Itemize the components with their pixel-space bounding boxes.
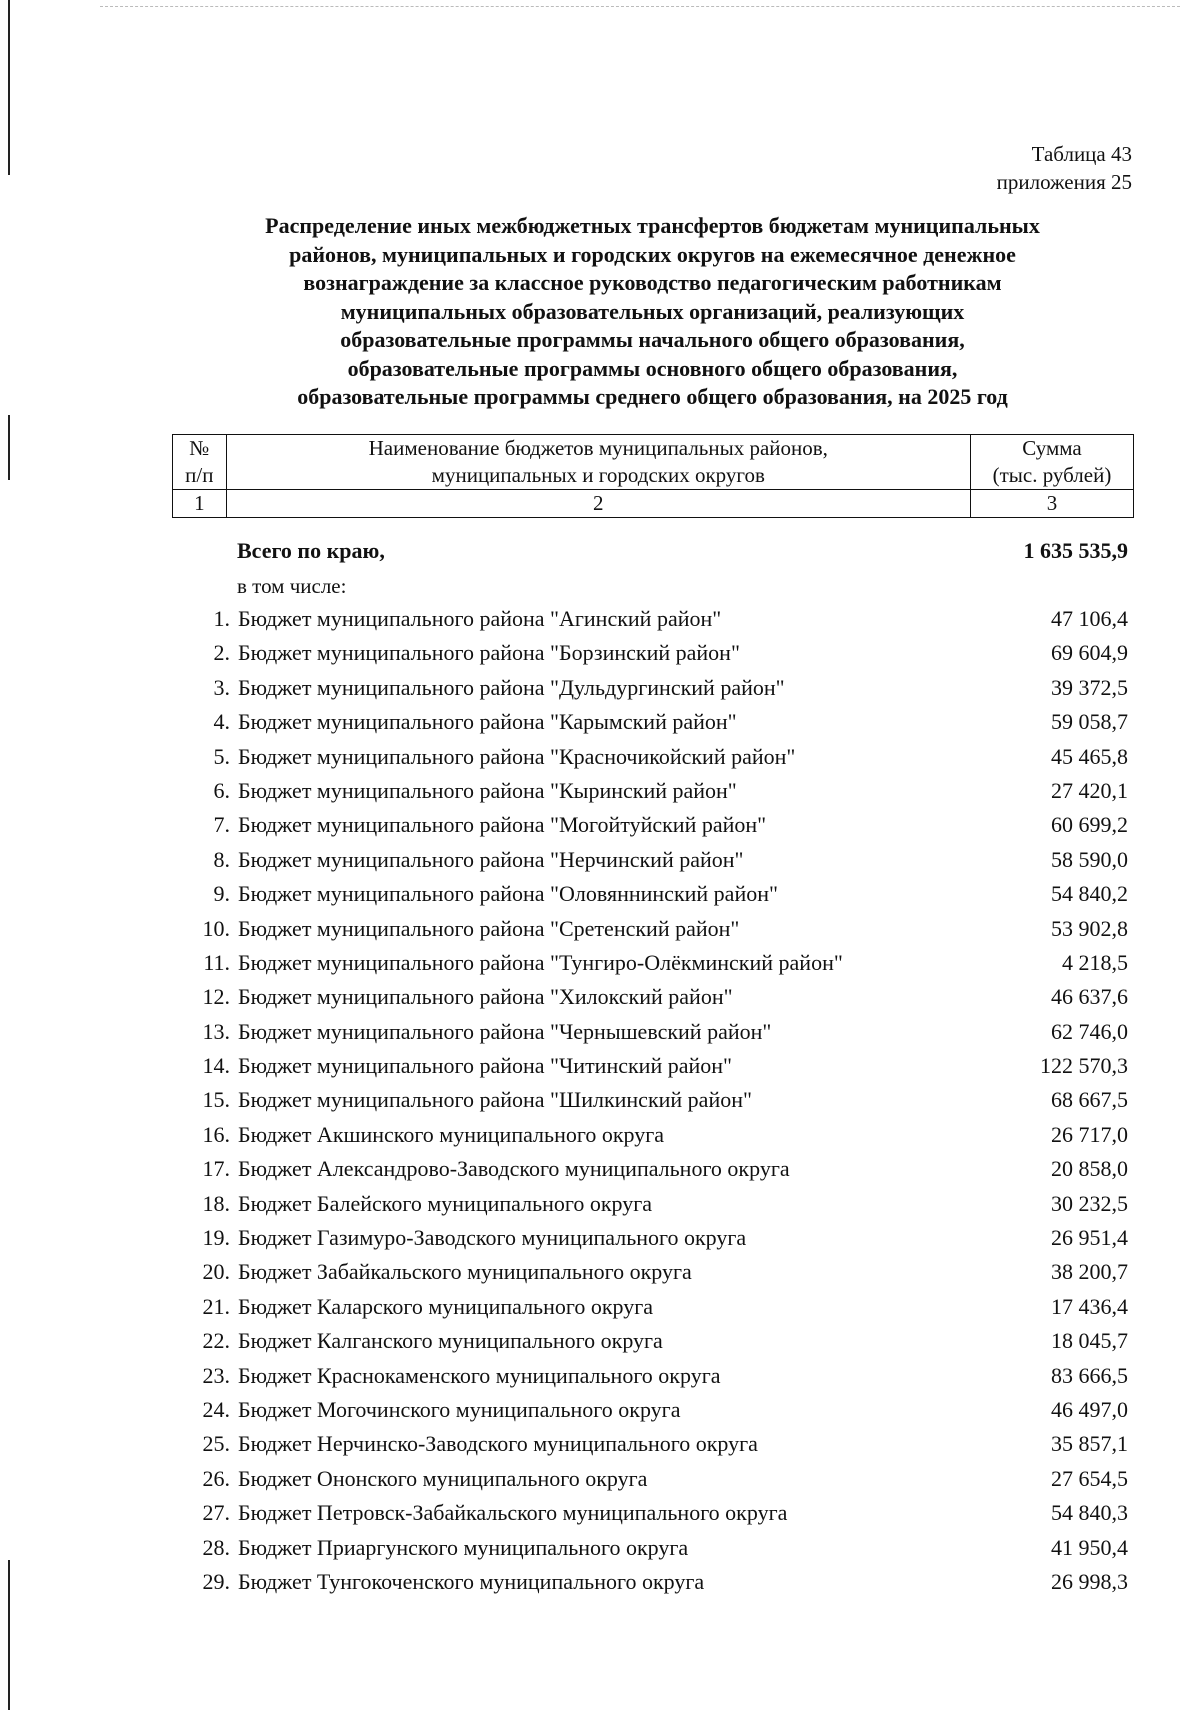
table-row [172,912,1134,946]
budget-amount: 47 106,4 [1051,606,1128,631]
budget-name: Бюджет муниципального района "Нерчинский район" [238,846,744,872]
row-number: 21. [202,1293,230,1319]
budget-amount: 27 654,5 [1051,1465,1128,1491]
budget-amount: 60 699,2 [1051,812,1128,838]
table-row [172,705,1134,739]
title-line: образовательные программы среднего общего образования, на 2025 год [297,384,1008,409]
scan-margin-line [8,415,10,480]
budget-amount: 53 902,8 [1051,915,1128,941]
budget-amount: 38 200,7 [1051,1259,1128,1285]
budget-amount: 18 045,7 [1051,1328,1128,1354]
row-number: 22. [202,1328,230,1354]
row-number: 14. [202,1053,230,1079]
budget-name: Бюджет Ононского муниципального округа [238,1465,648,1491]
row-number: 26. [202,1465,230,1491]
row-number: 18. [202,1190,230,1216]
budget-amount: 26 998,3 [1051,1568,1128,1594]
scan-margin-line [8,1560,10,1710]
budget-name: Бюджет муниципального района "Кыринский район" [238,777,737,803]
title-line: образовательные программы начального общего образования, [340,327,965,352]
total-label: Всего по краю, [237,538,385,563]
budget-amount: 4 218,5 [1062,949,1128,975]
budget-amount: 27 420,1 [1051,777,1128,803]
table-reference [997,140,1132,196]
budget-name: Бюджет муниципального района "Хилокский район" [238,984,733,1010]
column-number-cell: 1 [173,490,227,518]
budget-amount: 122 570,3 [1040,1053,1128,1079]
row-number: 17. [202,1156,230,1182]
budget-name: Бюджет Могочинского муниципального округа [238,1396,681,1422]
row-number: 29. [202,1568,230,1594]
table-row [172,1324,1134,1358]
budget-name: Бюджет муниципального района "Красночикойский район" [238,743,796,769]
title-line: муниципальных образовательных организаций, реализующих [340,298,965,324]
table-row [172,774,1134,808]
title-line: образовательные программы основного общего образования, [347,355,958,381]
table-header-row [173,435,1134,490]
budget-name: Бюджет Балейского муниципального округа [238,1190,653,1216]
row-number: 4. [213,709,230,735]
budget-amount: 41 950,4 [1051,1534,1128,1560]
header-cell-amount: Сумма (тыс. рублей) [970,435,1133,490]
row-number: 28. [202,1534,230,1560]
row-number: 9. [213,881,230,907]
budget-name: Бюджет Приаргунского муниципального округа [238,1534,689,1560]
row-number: 23. [202,1362,230,1388]
table-row [172,740,1134,774]
table-number: Таблица 43 [1031,142,1132,166]
total-row [237,538,1134,570]
table-row [172,1015,1134,1049]
table-row [172,1290,1134,1324]
budget-amount: 30 232,5 [1051,1190,1128,1216]
row-number: 1. [213,606,230,631]
header-cell-name: Наименование бюджетов муниципальных районов, муниципальных и городских округов [226,435,970,490]
row-number: 7. [213,812,230,838]
table-row [172,843,1134,877]
table-row [172,636,1134,670]
budget-amount: 54 840,3 [1051,1500,1128,1526]
budget-name: Бюджет муниципального района "Оловяннинский район" [238,881,778,907]
scan-margin-line [8,0,10,175]
budget-amount: 59 058,7 [1051,709,1128,735]
table-row [172,671,1134,705]
column-number-row [173,490,1134,518]
row-number: 20. [202,1259,230,1285]
column-number-cell: 2 [226,490,970,518]
table-row [172,1427,1134,1461]
budget-name: Бюджет Нерчинско-Заводского муниципального округа [238,1431,758,1457]
appendix-number: приложения 25 [996,170,1132,194]
table-row [172,1152,1134,1186]
budget-name: Бюджет муниципального района "Сретенский район" [238,915,740,941]
table-row [172,877,1134,911]
title-line: районов, муниципальных и городских округов на ежемесячное денежное [289,241,1016,267]
budget-amount: 45 465,8 [1051,743,1128,769]
row-number: 15. [202,1087,230,1113]
table-row [172,1049,1134,1083]
budget-amount: 58 590,0 [1051,846,1128,872]
budget-name: Бюджет муниципального района "Борзинский район" [238,640,740,666]
table-row [172,1118,1134,1152]
row-number: 10. [202,915,230,941]
title-line: Распределение иных межбюджетных трансфертов бюджетам муниципальных [265,213,1040,238]
row-number: 2. [213,640,230,666]
row-number: 11. [203,949,230,975]
table-row [172,602,1134,636]
budget-name: Бюджет Александрово-Заводского муниципального округа [238,1156,790,1182]
budget-amount: 46 497,0 [1051,1396,1128,1422]
header-cell-number: № п/п [173,435,227,490]
total-value: 1 635 535,9 [1023,538,1128,563]
table-row [172,980,1134,1014]
budget-name: Бюджет муниципального района "Чернышевский район" [238,1018,772,1044]
table-row [172,1083,1134,1117]
row-number: 19. [202,1225,230,1251]
table-row [172,808,1134,842]
budget-name: Бюджет Газимуро-Заводского муниципального округа [238,1225,747,1251]
budget-name: Бюджет Калганского муниципального округа [238,1328,663,1354]
row-number: 13. [202,1018,230,1044]
budget-amount: 69 604,9 [1051,640,1128,666]
table-header [172,434,1134,518]
row-number: 25. [202,1431,230,1457]
budget-amount: 62 746,0 [1051,1018,1128,1044]
budget-name: Бюджет Каларского муниципального округа [238,1293,654,1319]
budget-name: Бюджет муниципального района "Тунгиро-Олёкминский район" [238,949,843,975]
table-row [172,1221,1134,1255]
row-number: 12. [202,984,230,1010]
budget-name: Бюджет муниципального района "Агинский район" [238,606,722,631]
budget-name: Бюджет муниципального района "Шилкинский район" [238,1087,752,1113]
budget-rows [172,602,1134,1599]
table-row [172,1359,1134,1393]
budget-name: Бюджет Забайкальского муниципального округа [238,1259,692,1285]
budget-name: Бюджет муниципального района "Дульдургинский район" [238,674,785,700]
budget-amount: 68 667,5 [1051,1087,1128,1113]
table-row [172,1255,1134,1289]
row-number: 6. [213,777,230,803]
row-number: 16. [202,1121,230,1147]
table-row [172,1565,1134,1599]
budget-name: Бюджет муниципального района "Читинский район" [238,1053,733,1079]
row-number: 3. [213,674,230,700]
row-number: 5. [213,743,230,769]
table-row [172,1393,1134,1427]
table-row [172,1496,1134,1530]
table-row [172,946,1134,980]
row-number: 24. [202,1396,230,1422]
table-row [172,1531,1134,1565]
title-line: вознаграждение за классное руководство педагогическим работникам [303,270,1002,295]
budget-name: Бюджет муниципального района "Карымский район" [238,709,737,735]
budget-amount: 35 857,1 [1051,1431,1128,1457]
budget-amount: 39 372,5 [1051,674,1128,700]
budget-amount: 20 858,0 [1051,1156,1128,1182]
budget-amount: 26 717,0 [1051,1121,1128,1147]
row-number: 8. [213,846,230,872]
budget-name: Бюджет Тунгокоченского муниципального округа [238,1568,705,1594]
document-title [170,212,1135,412]
column-number-cell: 3 [970,490,1133,518]
budget-amount: 83 666,5 [1051,1362,1128,1388]
budget-name: Бюджет Краснокаменского муниципального округа [238,1362,721,1388]
budget-name: Бюджет Петровск-Забайкальского муниципального округа [238,1500,788,1526]
row-number: 27. [202,1500,230,1526]
including-label: в том числе: [237,574,347,598]
budget-amount: 26 951,4 [1051,1225,1128,1251]
table-row [172,1462,1134,1496]
budget-amount: 46 637,6 [1051,984,1128,1010]
budget-amount: 54 840,2 [1051,881,1128,907]
budget-amount: 17 436,4 [1051,1293,1128,1319]
scan-edge-artifact [100,6,1180,7]
budget-name: Бюджет муниципального района "Могойтуйский район" [238,812,767,838]
budget-name: Бюджет Акшинского муниципального округа [238,1121,665,1147]
table-row [172,1187,1134,1221]
